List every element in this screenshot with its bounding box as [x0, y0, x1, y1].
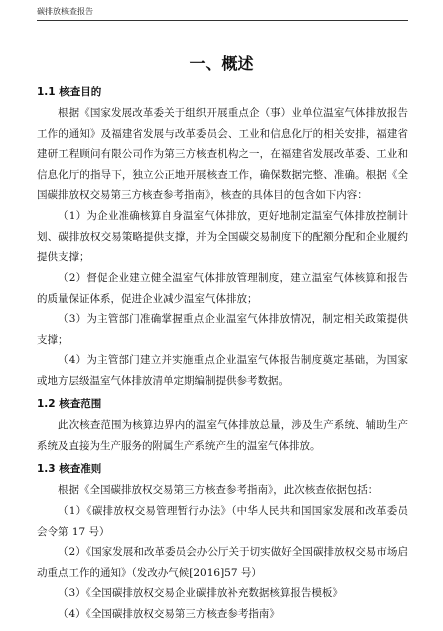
paragraph-criteria-item-3: （3）《全国碳排放权交易企业碳排放补充数据核算报告模板》	[58, 587, 343, 599]
paragraph-criteria-item-1: （1）《碳排放权交易管理暂行办法》（中华人民共和国国家发展和改革委员会令第 17 号）	[37, 505, 408, 538]
paragraph-purpose-item-3: （3）为主管部门准确掌握重点企业温室气体排放情况，制定相关政策提供支撑；	[37, 313, 408, 346]
paragraph-criteria-item-4: （4）《全国碳排放权交易第三方核查参考指南》	[58, 608, 280, 620]
header-divider	[37, 20, 408, 21]
paragraph-purpose-item-1: （1）为企业准确核算自身温室气体排放，更好地制定温室气体排放控制计划、碳排放权交易策略提供支撑，并为全国碳交易制度下的配额分配和企业履约提供支撑；	[37, 210, 408, 263]
running-header: 碳排放核查报告	[37, 7, 93, 16]
paragraph-purpose-item-4: （4）为主管部门建立并实施重点企业温室气体报告制度奠定基础，为国家或地方层级温室气体排放清单定期编制提供参考数据。	[37, 354, 408, 387]
section-heading-purpose: 1.1 核查目的	[37, 86, 102, 98]
paragraph-criteria-intro: 根据《全国碳排放权交易第三方核查参考指南》，此次核查依据包括：	[58, 484, 379, 496]
paragraph-scope: 此次核查范围为核算边界内的温室气体排放总量，涉及生产系统、辅助生产系统及直接为生产服务的附属生产系统产生的温室气体排放。	[37, 419, 408, 452]
paragraph-criteria-item-2: （2）《国家发展和改革委员会办公厅关于切实做好全国碳排放权交易市场启动重点工作的通知》（发改办气候[2016]57 号）	[37, 546, 408, 579]
section-heading-criteria: 1.3 核查准则	[37, 463, 102, 475]
paragraph-purpose-intro: 根据《国家发展改革委关于组织开展重点企（事）业单位温室气体排放报告工作的通知》及福建省发展与改革委员会、工业和信息化厅的相关安排，福建省建研工程顾问有限公司作为第三方核查机构之一，在福建省发展改革委、工业和信息化厅的指导下，独立公正地开展核查工作，确保数据完整、准确。根据《全国碳排放权交易第三方核查参考指南》，核查的具体目的包含如下内容：	[37, 107, 408, 201]
paragraph-purpose-item-2: （2）督促企业建立健全温室气体排放管理制度，建立温室气体核算和报告的质量保证体系，促进企业减少温室气体排放；	[37, 272, 408, 305]
chapter-title: 一、概述	[189, 54, 254, 73]
section-heading-scope: 1.2 核查范围	[37, 398, 102, 410]
